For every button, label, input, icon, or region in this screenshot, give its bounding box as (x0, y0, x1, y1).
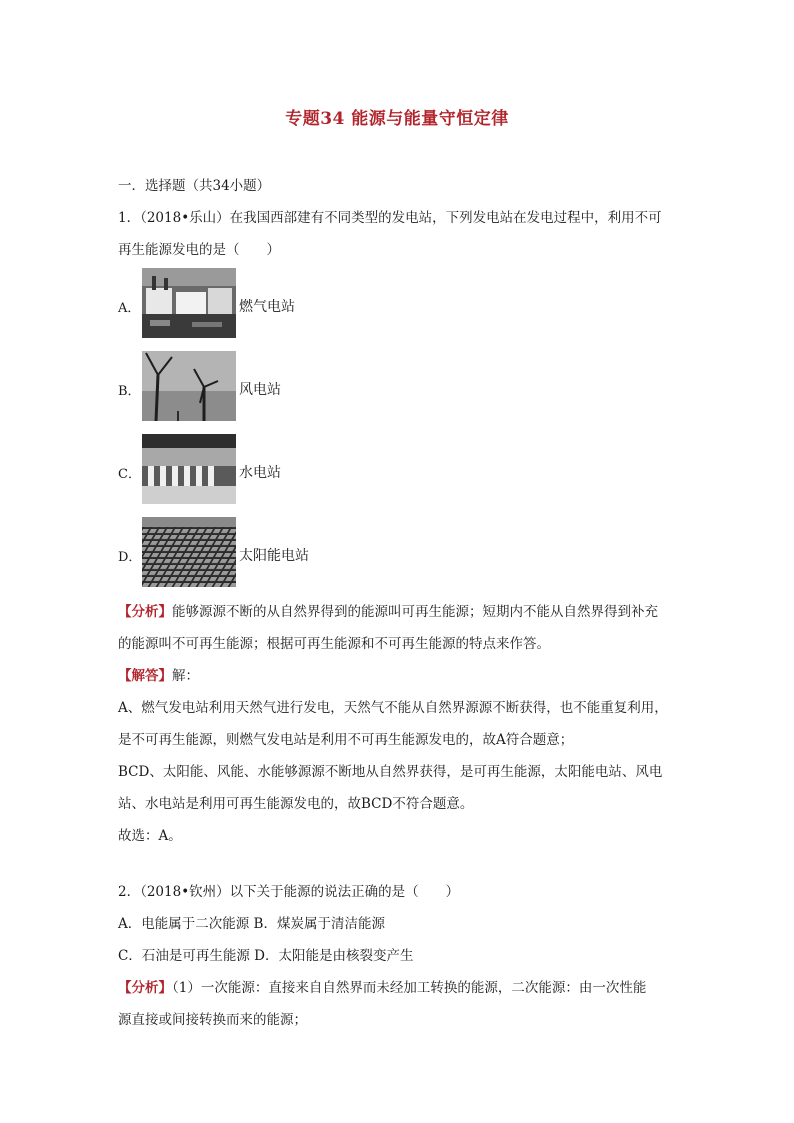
analysis-tag: 【分析】 (118, 604, 172, 620)
q2-analysis-text-1: （1）一次能源：直接来自自然界而未经加工转换的能源，二次能源：由一次性能 (172, 980, 647, 996)
wind-power-station-image (142, 351, 236, 421)
q1-option-b-label: 风电站 (239, 382, 281, 398)
q1-analysis-text-1: 能够源源不断的从自然界得到的能源叫可再生能源；短期内不能从自然界得到补充 (172, 604, 658, 620)
q1-analysis-line-2: 的能源叫不可再生能源；根据可再生能源和不可再生能源的特点来作答。 (118, 636, 550, 652)
q2-analysis-line-1 (118, 978, 646, 998)
document-title: 专题34 能源与能量守恒定律 (285, 109, 509, 129)
q1-answer-line-5: 故选：A。 (118, 828, 182, 844)
q1-option-a-label: 燃气电站 (239, 299, 295, 315)
q1-option-d-letter: D． (118, 550, 142, 565)
q1-option-a-letter: A． (118, 301, 141, 316)
q1-stem-line-1: 1．（2018•乐山）在我国西部建有不同类型的发电站，下列发电站在发电过程中，利用不可 (118, 210, 662, 226)
q2-analysis-tag: 【分析】 (118, 980, 172, 996)
q1-analysis-line-1 (118, 602, 658, 622)
q1-answer-line-2: 是不可再生能源，则燃气发电站是利用不可再生能源发电的，故A符合题意； (118, 732, 574, 748)
answer-suffix: 解： (172, 668, 199, 684)
q1-answer-heading (118, 666, 199, 686)
gas-power-station-image (142, 268, 236, 338)
q2-options-line-2: C．石油是可再生能源 D．太阳能是由核裂变产生 (118, 948, 414, 964)
solar-power-station-image (142, 517, 236, 587)
q2-analysis-line-2: 源直接或间接转换而来的能源； (118, 1012, 307, 1028)
q1-option-b-letter: B． (118, 384, 141, 399)
q1-answer-line-3: BCD、太阳能、风能、水能够源源不断地从自然界获得，是可再生能源，太阳能电站、风电 (118, 764, 663, 780)
hydropower-station-image (142, 434, 236, 504)
q1-stem-line-2: 再生能源发电的是（ ） (118, 242, 280, 258)
q1-option-d-label: 太阳能电站 (239, 548, 309, 564)
section-heading: 一．选择题（共34小题） (118, 178, 271, 194)
q1-option-c-letter: C． (118, 467, 141, 482)
q2-stem: 2．（2018•钦州）以下关于能源的说法正确的是（ ） (118, 884, 460, 900)
q1-option-c-label: 水电站 (239, 465, 281, 481)
q1-answer-line-4: 站、水电站是利用可再生能源发电的，故BCD不符合题意。 (118, 796, 474, 812)
q1-answer-line-1: A、燃气发电站利用天然气进行发电，天然气不能从自然界源源不断获得，也不能重复利用， (118, 700, 668, 716)
answer-tag: 【解答】 (118, 668, 172, 684)
q2-options-line-1: A．电能属于二次能源 B．煤炭属于清洁能源 (118, 916, 385, 932)
